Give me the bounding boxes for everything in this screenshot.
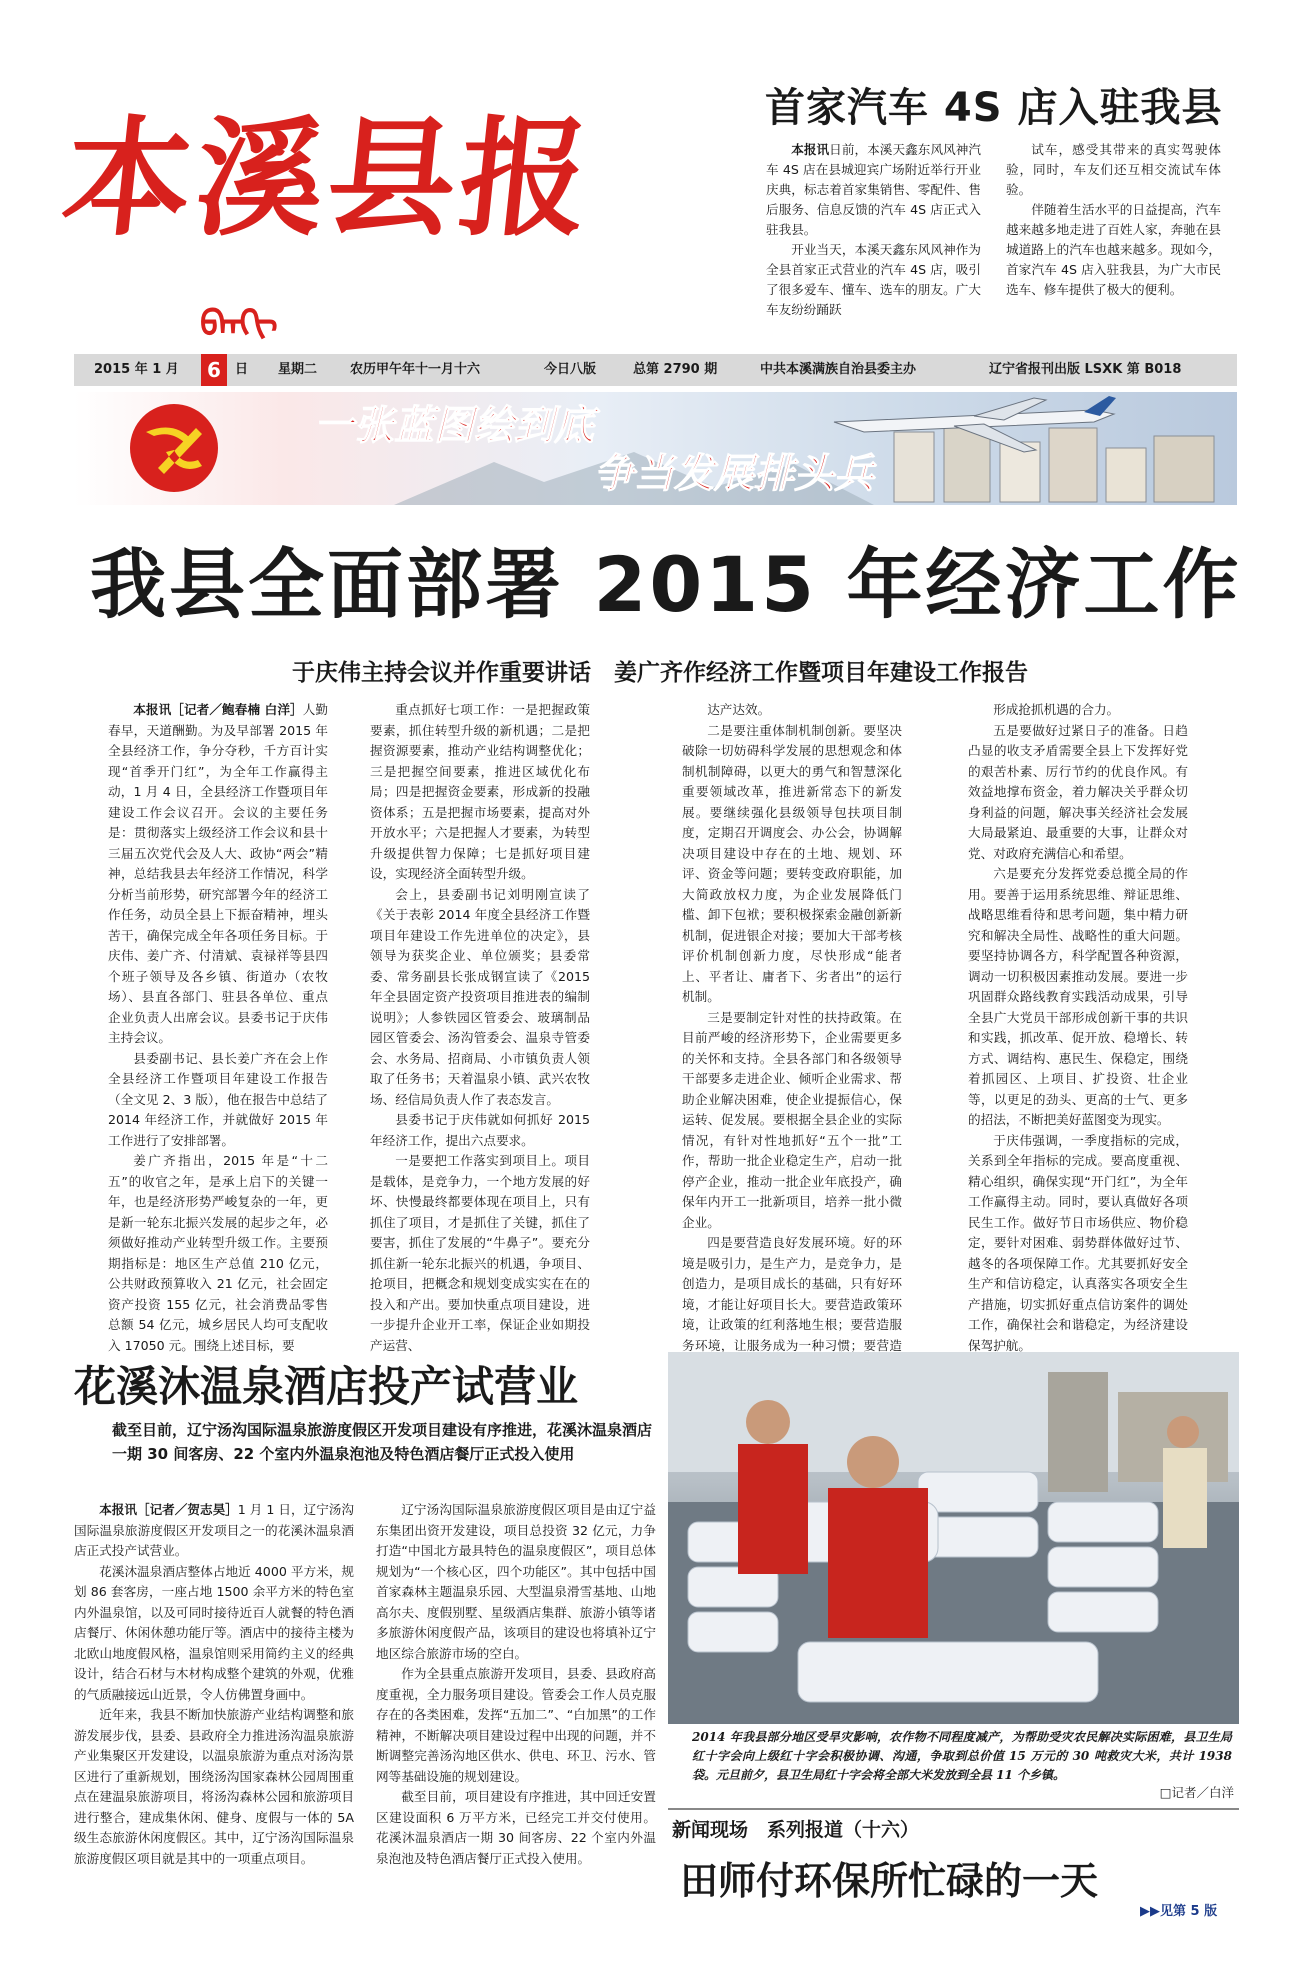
- paragraph-text: 花溪沐温泉酒店整体占地近 4000 平方米，规划 86 套客房，一座占地 1500 余平方米的特色室内外温泉馆，以及可同时接待近百人就餐的特色酒店餐厅、休闲休憩功能厅等。酒店中的接待主楼为北欧山地度假风格，温泉馆则采用简约主义的经典设计，结合石材与木材构成整个建筑的外观，优雅的气质融接远山近景，令人仿佛置身画中。: [74, 1563, 354, 1702]
- series-title: 田师付环保所忙碌的一天: [680, 1858, 1099, 1903]
- page-jump-link[interactable]: ▶▶见第 5 版: [1140, 1904, 1218, 1919]
- hotel-headline: 花溪沐温泉酒店投产试营业: [74, 1362, 579, 1411]
- paragraph-text: 人勤春早，天道酬勤。为及早部署 2015 年全县经济工作，争分夺秒，千方百计实现“首季开门红”，为全年工作赢得主动，1 月 4 日，全县经济工作暨项目年建设工作会议召开。会议的主要任务是：贯彻落实上级经济工作会议和县十三届五次党代会及人大、政协“两会”精神，总结我县去年经济工作情况，科学分析当前形势，研究部署今年的经济工作任务，动员全县上下振奋精神，埋头苦干，确保完成全年各项任务目标。于庆伟、姜广齐、付清斌、袁禄祥等县四个班子领导及各乡镇、街道办（农牧场）、县直各部门、驻县各单位、重点企业负责人出席会议。县委书记于庆伟主持会议。: [108, 702, 329, 1045]
- main-col-4: [968, 700, 1188, 1353]
- date-suffix: 日: [235, 362, 249, 377]
- byline: 本报讯［记者／贺志昊］: [99, 1502, 238, 1517]
- paragraph-text: 作为全县重点旅游开发项目，县委、县政府高度重视，全力服务项目建设。管委会工作人员克服存在的各类困难，发挥“五加二”、“白加黑”的工作精神，不断解决项目建设过程中出现的问题，并不断调整完善汤沟地区供水、供电、环卫、污水、管网等基础设施的规划建设。: [376, 1666, 656, 1784]
- series-label: 新闻现场 系列报道（十六）: [672, 1819, 920, 1841]
- date-bar: [74, 354, 1237, 386]
- paragraph: [968, 864, 1188, 1131]
- paragraph-text: 三是要制定针对性的扶持政策。在目前严峻的经济形势下，企业需要更多的关怀和支持。全县各部门和各级领导干部要多走进企业、倾听企业需求、帮助企业解决困难，使企业提振信心，保运转、促发展。要根据全县企业的实际情况，有针对性地抓好“五个一批”工作，帮助一批企业稳定生产，启动一批停产企业，推动一批企业年底投产，确保年内开工一批新项目，培养一批小微企业。: [682, 1009, 902, 1230]
- paragraph-text: 近年来，我县不断加快旅游产业结构调整和旅游发展步伐，县委、县政府全力推进汤沟温泉旅游产业集聚区开发建设，以温泉旅游为重点对汤沟景区进行了重新规划，围绕汤沟国家森林公园周围重点在建温泉旅游项目，将汤沟森林公园和旅游项目进行整合，建成集休闲、健身、度假与一体的 5A 级生态旅游休闲度假区。其中，辽宁汤沟国际温泉旅游度假区项目就是其中的一项重点项目。: [74, 1707, 354, 1866]
- paragraph: [370, 1110, 590, 1151]
- paragraph: [370, 885, 590, 1111]
- paragraph: [370, 1151, 590, 1356]
- banner-slogan-2: 争当发展排头兵: [594, 451, 874, 497]
- paragraph-text: 日前，本溪天鑫东风风神汽车 4S 店在县城迎宾广场附近举行开业庆典，标志着首家集销售、零配件、售后服务、信息反馈的汽车 4S 店正式入驻我县。: [766, 142, 982, 237]
- paragraph-text: 辽宁汤沟国际温泉旅游度假区项目是由辽宁益东集团出资开发建设，项目总投资 32 亿元，力争打造“中国北方最具特色的温泉度假区”，项目总体规划为“一个核心区，四个功能区”。其中包括中国首家森林主题温泉乐园、大型温泉滑雪基地、山地高尔夫、度假别墅、星级酒店集群、旅游小镇等诸多旅游休闲度假产品，该项目的建设也将填补辽宁地区综合旅游市场的空白。: [376, 1502, 656, 1661]
- page-count: 今日八版: [544, 362, 597, 377]
- slogan-banner: [74, 392, 1237, 505]
- paragraph-text: 截至目前，项目建设有序推进，其中回迁安置区建设面积 6 万平方米，已经完工并交付使用。花溪沐温泉酒店一期 30 间客房、22 个室内外温泉泡池及特色酒店餐厅正式投入使用。: [376, 1789, 656, 1866]
- photo-illustration: [668, 1352, 1239, 1724]
- paragraph: [74, 1500, 354, 1562]
- main-col-3: [682, 700, 902, 1353]
- paragraph: [370, 700, 590, 885]
- paragraph-text: 达产达效。: [707, 702, 771, 717]
- paragraph-text: 开业当天，本溪天鑫东风风神作为全县首家正式营业的汽车 4S 店，吸引了很多爱车、懂车、选车的朋友。广大车友纷纷踊跃: [766, 242, 981, 317]
- main-subhead: 于庆伟主持会议并作重要讲话 姜广齐作经济工作暨项目年建设工作报告: [292, 659, 1028, 686]
- paragraph: [766, 240, 981, 320]
- paragraph-text: 伴随着生活水平的日益提高，汽车越来越多地走进了百姓人家，奔驰在县城道路上的汽车也越来越多。现如今，首家汽车 4S 店入驻我县，为广大市民选车、修车提供了极大的便利。: [1006, 202, 1221, 297]
- paragraph-text: 二是要注重体制机制创新。要坚决破除一切妨碍科学发展的思想观念和体制机制障碍，以更大的勇气和智慧深化重要领域改革，推进新常态下的新发展。要继续强化县级领导包扶项目制度，定期召开调度会、办公会，协调解决项目建设中存在的土地、规划、环评、资金等问题；要转变政府职能，加大简政放权力度，为企业发展降低门槛、卸下包袱；要积极探索金融创新新机制，促进银企对接；要加大干部考核评价机制创新力度，尽快形成“能者上、平者让、庸者下、劣者出”的运行机制。: [682, 722, 902, 1004]
- paragraph: [1006, 140, 1221, 200]
- paragraph-text: 试车，感受其带来的真实驾驶体验，同时，车友们还互相交流试车体验。: [1006, 142, 1221, 197]
- paragraph-text: 四是要营造良好发展环境。好的环境是吸引力，是生产力，是竞争力，是创造力，是项目成长的基础，只有好环境，才能让好项目长大。要营造政策环境，让政策的红利落地生根；要营造服务环境，让服务成为一种习惯；要营造: [682, 1235, 902, 1353]
- paragraph-text: 六是要充分发挥党委总揽全局的作用。要善于运用系统思维、辩证思维、战略思维看待和思考问题，集中精力研究和解决全局性、战略性的重大问题。要坚持协调各方，科学配置各种资源，调动一切积极因素推动发展。要进一步巩固群众路线教育实践活动成果，引导全县广大党员干部形成创新干事的共识和实践，抓改革、促开放、稳增长、转方式、调结构、惠民生、保稳定，围绕着抓园区、上项目、扩投资、壮企业等，以更足的劲头、更高的士气、更多的招法，不断把美好蓝图变为现实。: [968, 866, 1188, 1127]
- main-col-1: [108, 700, 329, 1353]
- top-story-col-1: [766, 140, 981, 320]
- news-photo: [668, 1352, 1239, 1724]
- photo-credit: □记者／白洋: [1159, 1785, 1234, 1800]
- publisher: 中共本溪满族自治县委主办: [760, 362, 917, 377]
- masthead-mongolian: ᠪᠡᠨᠬᠢ: [200, 304, 278, 345]
- paragraph-text: 1 月 1 日，辽宁汤沟国际温泉旅游度假区开发项目之一的花溪沐温泉酒店正式投产试营业。: [74, 1502, 354, 1558]
- paragraph-text: 重点抓好七项工作：一是把握政策要素，抓住转型升级的新机遇；二是把握资源要素，推动产业结构调整优化；三是把握空间要素，推进区域优化布局；四是把握资金要素，形成新的投融资体系；五是把握市场要素，提高对外开放水平；六是把握人才要素，为转型升级提供智力保障；七是抓好项目建设，实现经济全面转型升级。: [370, 702, 590, 881]
- paragraph: [376, 1664, 656, 1787]
- byline: 本报讯: [791, 142, 830, 157]
- issue-number: 总第 2790 期: [633, 362, 718, 377]
- paragraph-text: 于庆伟强调，一季度指标的完成，关系到全年指标的完成。要高度重视、精心组织，确保实现“开门红”，为全年工作赢得主动。同时，要认真做好各项民生工作。做好节日市场供应、物价稳定，要针对困难、弱势群体做好过节、越冬的各项保障工作。尤其要抓好安全生产和信访稳定，认真落实各项安全生产措施，切实抓好重点信访案件的调处工作，确保社会和谐稳定，为经济建设保驾护航。: [968, 1132, 1188, 1353]
- paragraph: [74, 1705, 354, 1869]
- hotel-col-1: [74, 1500, 354, 1940]
- date-month: 2015 年 1 月: [94, 362, 179, 377]
- paragraph: [968, 700, 1188, 721]
- top-story-headline: 首家汽车 4S 店入驻我县: [765, 85, 1223, 131]
- hotel-deck: 截至目前，辽宁汤沟国际温泉旅游度假区开发项目建设有序推进，花溪沐温泉酒店一期 30 间客房、22 个室内外温泉泡池及特色酒店餐厅正式投入使用: [112, 1421, 653, 1463]
- paragraph-text: 一是要把工作落实到项目上。项目是载体，是竞争力，一个地方发展的好坏、快慢最终都要体现在项目上，只有抓住了项目，才是抓住了关键，抓住了要害，抓住了发展的“牛鼻子”。要充分抓住新一轮东北振兴的机遇，争项目、抢项目，把概念和规划变成实实在在的投入和产出。要加快重点项目建设，进一步提升企业开工率，保证企业如期投产运营、: [370, 1153, 590, 1353]
- paragraph: [682, 1008, 902, 1234]
- paragraph: [682, 700, 902, 721]
- banner-slogan-1: 一张蓝图绘到底: [314, 403, 594, 449]
- byline: 本报讯［记者／鲍春楠 白洋］: [133, 702, 303, 717]
- paragraph: [376, 1787, 656, 1869]
- paragraph: [968, 1131, 1188, 1357]
- weekday: 星期二: [278, 362, 318, 377]
- paragraph: [108, 1049, 328, 1152]
- party-emblem-icon: [130, 404, 218, 492]
- paragraph-text: 五是要做好过紧日子的准备。日趋凸显的收支矛盾需要全县上下发挥好党的艰苦朴素、厉行节约的优良作风。有效益地撑布资金，着力解决关乎群众切身利益的问题，解决事关经济社会发展大局最紧迫、最重要的大事，让群众对党、对政府充满信心和希望。: [968, 722, 1188, 861]
- paragraph-text: 会上，县委副书记刘明刚宣读了《关于表彰 2014 年度全县经济工作暨项目年建设工作先进单位的决定》，县领导为获奖企业、单位颁奖；县委常委、常务副县长张成钢宣读了《2015 年全县固定资产投资项目推进表的编制说明》；人参铁园区管委会、玻璃制品园区管委会、汤沟管委会、温泉寺管委会、水务局、招商局、小市镇负责人领取了任务书；天着温泉小镇、武兴农牧场、经信局负责人作了表态发言。: [370, 886, 590, 1107]
- paragraph: [376, 1500, 656, 1664]
- main-col-2: [370, 700, 590, 1353]
- main-headline: 我县全面部署 2015 年经济工作: [90, 540, 1242, 629]
- hotel-col-2: [376, 1500, 656, 1940]
- paragraph: [108, 1151, 328, 1356]
- paragraph: [108, 700, 328, 1049]
- paragraph-text: 姜广齐指出，2015 年是“十二五”的收官之年，是承上启下的关键一年，也是经济形势严峻复杂的一年，更是新一轮东北振兴发展的起步之年，必须做好推动产业转型升级工作。主要预期指标是：地区生产总值 210 亿元，公共财政预算收入 21 亿元，社会固定资产投资 155 亿元，社会消费品零售总额 54 亿元，城乡居民人均可支配收入 17050 元。围绕上述目标，要: [108, 1153, 328, 1353]
- series-divider: [668, 1808, 1239, 1810]
- lunar-date: 农历甲午年十一月十六: [350, 362, 481, 377]
- top-story-col-2: [1006, 140, 1221, 300]
- paragraph: [682, 721, 902, 1008]
- paragraph-text: 县委书记于庆伟就如何抓好 2015 年经济工作，提出六点要求。: [370, 1112, 590, 1148]
- paragraph: [968, 721, 1188, 865]
- date-day: 6: [201, 354, 227, 386]
- masthead-title: 本溪县报: [56, 104, 600, 254]
- paragraph: [74, 1562, 354, 1706]
- photo-caption: 2014 年我县部分地区受旱灾影响，农作物不同程度减产，为帮助受灾农民解决实际困难，县卫生局红十字会向上级红十字会积极协调、沟通，争取到总价值 15 万元的 30 吨救灾大米，共计 1938 袋。元旦前夕，县卫生局红十字会将全部大米发放到全县 11 个乡镇。: [692, 1730, 1232, 1782]
- paragraph-text: 县委副书记、县长姜广齐在会上作全县经济工作暨项目年建设工作报告（全文见 2、3 版），他在报告中总结了 2014 年经济工作，并就做好 2015 年工作进行了安排部署。: [108, 1050, 328, 1148]
- paragraph: [1006, 200, 1221, 300]
- paragraph-text: 形成抢抓机遇的合力。: [993, 702, 1120, 717]
- paragraph: [766, 140, 981, 240]
- license-number: 辽宁省报刊出版 LSXK 第 B018: [989, 362, 1182, 377]
